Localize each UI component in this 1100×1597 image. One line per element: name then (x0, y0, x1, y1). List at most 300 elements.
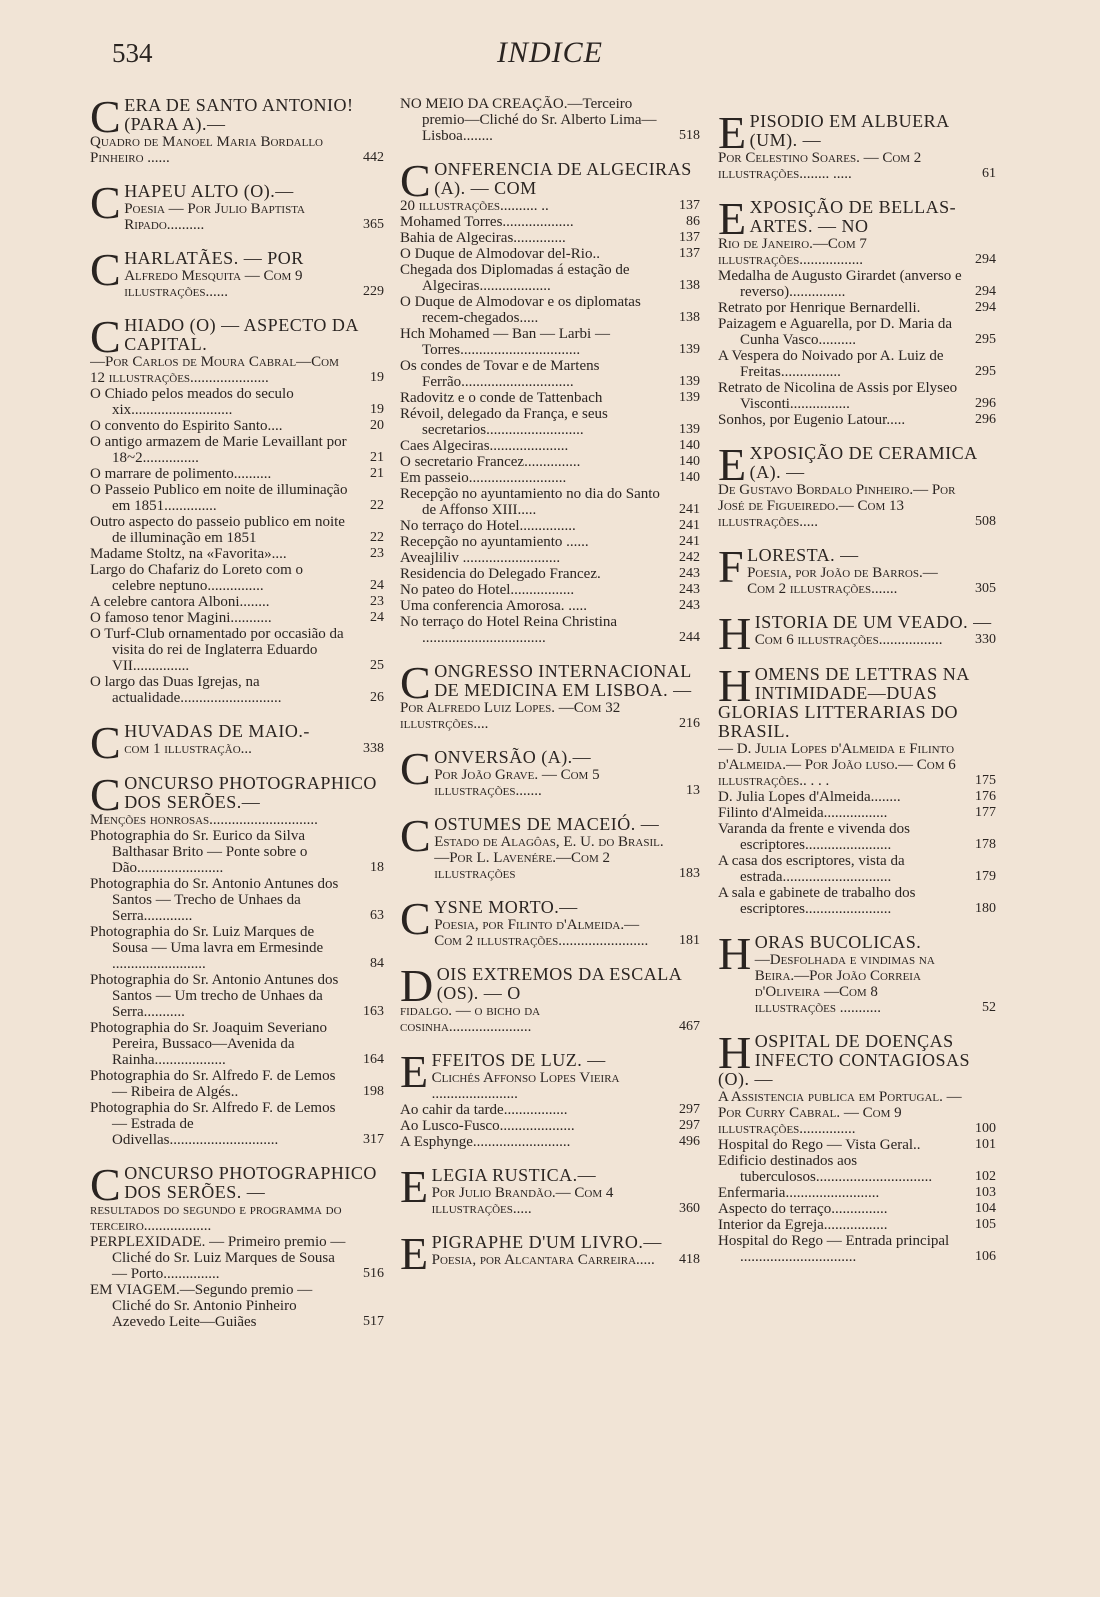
index-entry (718, 112, 996, 182)
entry-title: FFEITOS DE LUZ. — (431, 1050, 606, 1070)
index-subitem (400, 214, 700, 230)
entry-title: XPOSIÇÃO DE CERAMICA (A). — (749, 443, 977, 482)
drop-initial: C (400, 893, 432, 944)
subitem-text: O Turf-Club ornamentado por occasião da visita do rei de Inglaterra Eduardo VII............... (90, 626, 344, 674)
entry-subtitle: fidalgo. — o bicho da cosinha...................... (400, 1003, 541, 1035)
subitem-text: Em passeio.......................... (400, 470, 567, 486)
subitem-page: 198 (363, 1084, 384, 1099)
subitem-page: 20 (370, 418, 384, 433)
subitem-text: Photographia do Sr. Alfredo F. de Lemos — Estrada de Odivellas............................. (90, 1100, 336, 1148)
entry-title: ERA DE SANTO ANTONIO! (PARA A).— (124, 96, 354, 134)
subitem-page: 18 (370, 860, 384, 875)
subitem-text: No terraço do Hotel Reina Christina ................................. (400, 614, 618, 646)
index-subitem (400, 390, 700, 406)
entry-subtitle: A Assistencia publica em Portugal. — Por Curry Cabral. — Com 9 illustrações............... (718, 1089, 962, 1137)
subitem-page: 243 (679, 598, 700, 613)
index-subitem (90, 466, 384, 482)
index-subitem (90, 1020, 384, 1068)
entry-title: HUVADAS DE MAIO.- (124, 721, 310, 741)
subitem-page: 242 (679, 550, 700, 565)
subitem-page: 296 (975, 396, 996, 411)
entry-page: 13 (686, 783, 700, 798)
index-subitem (90, 972, 384, 1020)
subitem-page: 496 (679, 1134, 700, 1149)
subitem-page: 176 (975, 789, 996, 804)
index-column-3 (718, 112, 996, 1577)
subitem-page: 517 (363, 1314, 384, 1329)
drop-initial: H (718, 660, 752, 711)
entry-subtitle: Poesia, por Filinto d'Almeida.—Com 2 illustrações........................ (434, 917, 649, 949)
entry-subtitle: Por Celestino Soares. — Com 2 illustrações........ ..... (718, 150, 922, 182)
subitem-text: Photographia do Sr. Antonio Antunes dos Santos — Trecho de Unhaes da Serra............. (90, 876, 339, 924)
subitem-text: Outro aspecto do passeio publico em noite de illuminação em 1851 (90, 514, 345, 546)
subitem-text: EM VIAGEM.—Segundo premio — Cliché do Sr. Antonio Pinheiro Azevedo Leite—Guiães (90, 1282, 313, 1330)
entry-subtitle: —Desfolhada e vindimas na Beira.—Por João Correia d'Oliveira —Com 8 illustrações ........... (754, 952, 935, 1016)
entry-subtitle-row (432, 1070, 700, 1102)
subitem-text: Largo do Chafariz do Loreto com o celebre neptuno............... (90, 562, 303, 594)
index-subitem (400, 1134, 700, 1150)
index-entry (718, 193, 996, 428)
subitem-text: A sala e gabinete de trabalho dos escriptores....................... (718, 885, 916, 917)
subitem-page: 139 (679, 374, 700, 389)
entry-heading (718, 928, 996, 979)
subitem-text: Ao cahir da tarde................. (400, 1102, 568, 1118)
entry-subtitle: De Gustavo Bordalo Pinheiro.— Por José de Figueiredo.— Com 13 illustrações..... (718, 482, 956, 530)
subitem-page: 163 (363, 1004, 384, 1019)
subitem-text: A Esphynge.......................... (400, 1134, 571, 1150)
entry-page: 418 (679, 1252, 700, 1267)
entry-title: ONCURSO PHOTOGRAPHICO DOS SERÕES.— (124, 773, 377, 812)
index-subitem (90, 434, 384, 466)
index-subitem (718, 853, 996, 885)
entry-title: OIS EXTREMOS DA ESCALA (OS). — O (436, 964, 682, 1003)
subitem-text: Os condes de Tovar e de Martens Ferrão.............................. (400, 358, 600, 390)
subitem-text: NO MEIO DA CREAÇÃO.—Terceiro premio—Cliché do Sr. Alberto Lima—Lisboa........ (400, 96, 657, 144)
entry-subtitle: Com 6 illustrações................. (754, 632, 943, 648)
index-entry (718, 928, 996, 1016)
index-subitem (400, 518, 700, 534)
entry-subtitle: —Por Carlos de Moura Cabral—Com 12 illustrações..................... (90, 354, 339, 386)
subitem-page: 178 (975, 837, 996, 852)
index-entry (400, 1228, 700, 1279)
subitem-page: 317 (363, 1132, 384, 1147)
index-subitem (90, 828, 384, 876)
entry-subtitle-row (124, 741, 384, 757)
subitem-text: A casa dos escriptores, vista da estrada............................. (718, 853, 905, 885)
index-subitem (400, 230, 700, 246)
drop-initial: H (718, 1027, 752, 1078)
subitem-page: 140 (679, 454, 700, 469)
index-subitem (90, 1100, 384, 1148)
index-subitem (90, 562, 384, 594)
entry-page: 100 (975, 1121, 996, 1136)
subitem-page: 241 (679, 502, 700, 517)
subitem-text: Hospital do Rego — Entrada principal ............................... (718, 1233, 950, 1265)
subitem-text: Retrato de Nicolina de Assis por Elyseo Visconti................ (718, 380, 958, 412)
index-subitem (718, 348, 996, 380)
drop-initial: H (718, 608, 752, 659)
subitem-text: Enfermaria......................... (718, 1185, 880, 1201)
subitem-text: Sonhos, por Eugenio Latour..... (718, 412, 906, 428)
entry-page: 360 (679, 1201, 700, 1216)
subitem-text: Uma conferencia Amorosa. ..... (400, 598, 588, 614)
entry-title: ORAS BUCOLICAS. (754, 932, 922, 952)
drop-initial: E (718, 439, 747, 490)
subitem-text: O secretario Francez............... (400, 454, 581, 470)
entry-title: ONFERENCIA DE ALGECIRAS (A). — COM (434, 159, 692, 198)
entry-heading (718, 439, 996, 490)
subitem-text: A Vespera do Noivado por A. Luiz de Freitas................ (718, 348, 944, 380)
entry-subtitle: Rio de Janeiro.—Com 7 illustrações................. (718, 236, 867, 268)
subitem-text: Radovitz e o conde de Tattenbach (400, 390, 603, 406)
drop-initial: C (90, 177, 122, 228)
subitem-page: 102 (975, 1169, 996, 1184)
subitem-page: 105 (975, 1217, 996, 1232)
subitem-page: 140 (679, 470, 700, 485)
index-subitem (400, 262, 700, 294)
entry-heading (718, 193, 996, 244)
drop-initial: C (90, 769, 122, 820)
subitem-page: 19 (370, 402, 384, 417)
index-subitem (400, 614, 700, 646)
subitem-text: Photographia do Sr. Eurico da Silva Balthasar Brito — Ponte sobre o Dão....................... (90, 828, 308, 876)
subitem-page: 164 (363, 1052, 384, 1067)
index-subitem (90, 626, 384, 674)
subitem-page: 24 (370, 578, 384, 593)
entry-page: 61 (982, 166, 996, 181)
subitem-page: 22 (370, 498, 384, 513)
entry-subtitle: — D. Julia Lopes d'Almeida e Filinto d'Almeida.— Por João luso.— Com 6 illustrações.. . . . (718, 741, 956, 789)
entry-subtitle-row (90, 354, 384, 386)
subitem-text: O convento do Espirito Santo.... (90, 418, 283, 434)
index-subitem (718, 380, 996, 412)
subitem-page: 241 (679, 534, 700, 549)
entry-subtitle-row (434, 767, 700, 799)
subitem-text: Madame Stoltz, na «Favorita».... (90, 546, 287, 562)
subitem-page: 295 (975, 364, 996, 379)
entry-title: OMENS DE LETTRAS NA INTIMIDADE—DUAS GLORIAS LITTERARIAS DO BRASIL. (718, 664, 969, 741)
subitem-page: 179 (975, 869, 996, 884)
index-subitem (718, 805, 996, 821)
subitem-text: Paizagem e Aguarella, por D. Maria da Cunha Vasco.......... (718, 316, 953, 348)
drop-initial: C (90, 717, 122, 768)
entry-title: OSTUMES DE MACEIÓ. — (434, 814, 660, 834)
subitem-text: Mohamed Torres................... (400, 214, 574, 230)
subitem-page: 297 (679, 1118, 700, 1133)
entry-title: HIADO (O) — ASPECTO DA CAPITAL. (124, 315, 358, 354)
index-subitem (718, 1217, 996, 1233)
entry-subtitle-row (434, 834, 700, 882)
entry-subtitle-row (400, 700, 700, 732)
index-entry (90, 717, 384, 768)
entry-title: ISTORIA DE UM VEADO. — (754, 612, 992, 632)
index-entry (90, 311, 384, 706)
index-subitem (400, 406, 700, 438)
index-subitem (718, 789, 996, 805)
index-entry (400, 1046, 700, 1150)
index-entry (400, 1161, 700, 1217)
entry-title: LORESTA. — (747, 545, 859, 565)
index-subitem (90, 674, 384, 706)
index-entry (718, 608, 996, 659)
subitem-text: Recepção no ayuntamiento no dia do Santo de Affonso XIII..... (400, 486, 660, 518)
entry-page: 216 (679, 716, 700, 731)
subitem-text: A celebre cantora Alboni........ (90, 594, 270, 610)
entry-title: HARLATÃES. — POR (124, 248, 304, 268)
subitem-page: 63 (370, 908, 384, 923)
drop-initial: C (90, 244, 122, 295)
subitem-text: O largo das Duas Igrejas, na actualidade........................... (90, 674, 282, 706)
index-entry (400, 657, 700, 732)
index-entry (90, 769, 384, 1148)
entry-heading (718, 112, 996, 158)
drop-initial: C (400, 810, 432, 861)
subitem-text: Ao Lusco-Fusco.................... (400, 1118, 575, 1134)
index-subitem (90, 1234, 384, 1282)
subitem-text: Photographia do Sr. Alfredo F. de Lemos — Ribeira de Algés.. (90, 1068, 336, 1100)
entry-page: 183 (679, 866, 700, 881)
subitem-text: O Passeio Publico em noite de illuminação em 1851.............. (90, 482, 348, 514)
page-title: INDICE (497, 36, 603, 69)
entry-subtitle: Alfredo Mesquita — Com 9 illustrações...... (124, 268, 303, 300)
entry-subtitle-row (432, 1185, 700, 1217)
subitem-page: 86 (686, 214, 700, 229)
subitem-page: 139 (679, 390, 700, 405)
entry-title: PIGRAPHE D'UM LIVRO.— (431, 1232, 662, 1252)
entry-subtitle: Clichés Affonso Lopes Vieira ....................... (431, 1070, 620, 1102)
subitem-text: Photographia do Sr. Luiz Marques de Sousa — Uma lavra em Ermesinde ......................... (90, 924, 324, 972)
index-subitem (718, 300, 996, 316)
subitem-text: Filinto d'Almeida................. (718, 805, 888, 821)
index-subitem (718, 412, 996, 428)
subitem-page: 140 (679, 438, 700, 453)
entry-heading (400, 657, 700, 708)
subitem-text: O Chiado pelos meados do seculo xix........................... (90, 386, 294, 418)
subitem-page: 24 (370, 610, 384, 625)
entry-subtitle: com 1 illustração... (124, 741, 252, 757)
subitem-page: 244 (679, 630, 700, 645)
subitem-page: 103 (975, 1185, 996, 1200)
subitem-page: 104 (975, 1201, 996, 1216)
entry-title: YSNE MORTO.— (434, 897, 578, 917)
index-subitem (90, 482, 384, 514)
entry-title: ONGRESSO INTERNACIONAL DE MEDICINA EM LISBOA. — (434, 661, 692, 700)
index-subitem (718, 1233, 996, 1265)
subitem-page: 22 (370, 530, 384, 545)
entry-subtitle: resultados do segundo e programma do terceiro.................. (90, 1202, 342, 1234)
subitem-page: 294 (975, 300, 996, 315)
index-entry (90, 96, 384, 166)
subitem-text: Aspecto do terraço............... (718, 1201, 888, 1217)
drop-initial: C (400, 155, 432, 206)
entry-page: 229 (363, 284, 384, 299)
drop-initial: F (718, 541, 745, 592)
subitem-text: Interior da Egreja................. (718, 1217, 888, 1233)
subitem-page: 25 (370, 658, 384, 673)
index-subitem (90, 418, 384, 434)
subitem-text: Révoil, delegado da França, e seus secretarios.......................... (400, 406, 608, 438)
index-subitem (718, 1153, 996, 1185)
entry-subtitle: Poesia, por Alcantara Carreira..... (431, 1252, 655, 1268)
entry-heading (90, 311, 384, 362)
index-subitem (400, 582, 700, 598)
entry-subtitle-row (718, 1089, 996, 1137)
subitem-page: 297 (679, 1102, 700, 1117)
entry-subtitle: Menções honrosas............................. (90, 812, 318, 828)
entry-subtitle-row (124, 201, 384, 233)
drop-initial: E (718, 193, 747, 244)
entry-title: XPOSIÇÃO DE BELLAS-ARTES. — NO (749, 197, 957, 236)
index-subitem (90, 1068, 384, 1100)
entry-subtitle: Poesia, por João de Barros.— Com 2 illustrações....... (747, 565, 938, 597)
subitem-text: Residencia do Delegado Francez. (400, 566, 601, 582)
entry-heading (718, 1027, 996, 1089)
index-subitem (90, 876, 384, 924)
subitem-page: 137 (679, 246, 700, 261)
index-entry (400, 743, 700, 799)
index-subitem (718, 1185, 996, 1201)
index-subitem (400, 566, 700, 582)
entry-subtitle-row (718, 236, 996, 268)
entry-page: 442 (363, 150, 384, 165)
subitem-text: D. Julia Lopes d'Almeida........ (718, 789, 901, 805)
subitem-page: 516 (363, 1266, 384, 1281)
subitem-text: O antigo armazem de Marie Levaillant por 18~2............... (90, 434, 347, 466)
index-entry (718, 541, 996, 597)
subitem-page: 295 (975, 332, 996, 347)
index-subitem (400, 96, 700, 144)
drop-initial: C (400, 743, 432, 794)
subitem-text: Retrato por Henrique Bernardelli. (718, 300, 921, 316)
subitem-page: 139 (679, 342, 700, 357)
entry-page: 137 (679, 198, 700, 213)
drop-initial: C (90, 311, 122, 362)
drop-initial: E (718, 112, 747, 158)
drop-initial: D (400, 960, 434, 1011)
subitem-page: 138 (679, 310, 700, 325)
index-entry (400, 96, 700, 144)
entry-page: 508 (975, 514, 996, 529)
entry-subtitle-row (434, 917, 700, 949)
index-entry (400, 810, 700, 882)
entry-subtitle-row (755, 632, 996, 648)
subitem-page: 294 (975, 284, 996, 299)
subitem-text: Hch Mohamed — Ban — Larbi — Torres................................ (400, 326, 610, 358)
subitem-page: 21 (370, 466, 384, 481)
index-entry (90, 177, 384, 233)
entry-subtitle-row (400, 1003, 700, 1035)
entry-page: 52 (982, 1000, 996, 1015)
subitem-text: Chegada dos Diplomadas á estação de Algeciras................... (400, 262, 630, 294)
subitem-page: 518 (679, 128, 700, 143)
entry-page: 365 (363, 217, 384, 232)
entry-title: PISODIO EM ALBUERA (UM). — (749, 112, 949, 150)
index-subitem (718, 316, 996, 348)
subitem-text: Varanda da frente e vivenda dos escriptores....................... (718, 821, 910, 853)
subitem-text: O famoso tenor Magini........... (90, 610, 272, 626)
subitem-page: 26 (370, 690, 384, 705)
entry-subtitle-row (755, 952, 996, 1016)
entry-title: OSPITAL DE DOENÇAS INFECTO CONTAGIOSAS (O). — (718, 1031, 970, 1089)
subitem-text: Aveajliliv .......................... (400, 550, 561, 566)
subitem-page: 21 (370, 450, 384, 465)
entry-subtitle-row (747, 565, 996, 597)
subitem-page: 177 (975, 805, 996, 820)
index-subitem (400, 534, 700, 550)
entry-page: 338 (363, 741, 384, 756)
entry-subtitle-row (90, 812, 384, 828)
entry-subtitle-row (90, 134, 384, 166)
index-subitem (400, 358, 700, 390)
entry-page: 175 (975, 773, 996, 788)
index-subitem (400, 454, 700, 470)
entry-subtitle: Por Julio Brandão.— Com 4 illustrações..... (431, 1185, 614, 1217)
index-subitem (90, 594, 384, 610)
entry-page: 294 (975, 252, 996, 267)
subitem-text: PERPLEXIDADE. — Primeiro premio —Cliché do Sr. Luiz Marques de Sousa — Porto............... (90, 1234, 346, 1282)
index-entry (400, 893, 700, 949)
subitem-text: Photographia do Sr. Joaquim Severiano Pereira, Bussaco—Avenida da Rainha................... (90, 1020, 328, 1068)
subitem-text: Recepção no ayuntamiento ...... (400, 534, 589, 550)
index-subitem (718, 821, 996, 853)
index-subitem (400, 550, 700, 566)
index-subitem (400, 246, 700, 262)
index-column-1 (90, 96, 384, 1577)
drop-initial: E (400, 1046, 429, 1097)
entry-heading (718, 660, 996, 741)
entry-subtitle-row (400, 198, 700, 214)
subitem-text: Medalha de Augusto Girardet (anverso e reverso)............... (718, 268, 962, 300)
drop-initial: E (400, 1161, 429, 1212)
subitem-text: Caes Algeciras..................... (400, 438, 569, 454)
subitem-page: 138 (679, 278, 700, 293)
index-entry (718, 439, 996, 530)
index-entry (90, 1159, 384, 1330)
entry-subtitle: Por João Grave. — Com 5 illustrações....... (434, 767, 600, 799)
index-subitem (400, 1118, 700, 1134)
index-entry (400, 155, 700, 646)
index-subitem (718, 885, 996, 917)
entry-title: ONCURSO PHOTOGRAPHICO DOS SERÕES. — (124, 1163, 377, 1202)
subitem-text: No terraço do Hotel............... (400, 518, 576, 534)
entry-page: 19 (370, 370, 384, 385)
subitem-page: 23 (370, 594, 384, 609)
drop-initial: C (90, 96, 122, 142)
index-subitem (718, 268, 996, 300)
entry-subtitle-row (124, 268, 384, 300)
entry-page: 467 (679, 1019, 700, 1034)
index-subitem (90, 386, 384, 418)
index-subitem (90, 1282, 384, 1330)
subitem-text: Edificio destinados aos tuberculosos............................... (718, 1153, 933, 1185)
entry-subtitle: 20 illustrações.......... .. (400, 198, 549, 214)
entry-subtitle-row (718, 150, 996, 182)
subitem-text: Bahia de Algeciras.............. (400, 230, 566, 246)
entry-title: LEGIA RUSTICA.— (431, 1165, 597, 1185)
index-entry (400, 960, 700, 1035)
entry-subtitle: Por Alfredo Luiz Lopes. —Com 32 illustrções.... (400, 700, 621, 732)
subitem-page: 101 (975, 1137, 996, 1152)
index-subitem (400, 598, 700, 614)
entry-page: 181 (679, 933, 700, 948)
entry-subtitle: Poesia — Por Julio Baptista Ripado.......... (124, 201, 305, 233)
index-subitem (90, 546, 384, 562)
subitem-text: Photographia do Sr. Antonio Antunes dos Santos — Um trecho de Unhaes da Serra........... (90, 972, 339, 1020)
drop-initial: C (90, 1159, 122, 1210)
index-subitem (400, 1102, 700, 1118)
drop-initial: H (718, 928, 752, 979)
entry-subtitle: Quadro de Manoel Maria Bordallo Pinheiro ...... (90, 134, 323, 166)
